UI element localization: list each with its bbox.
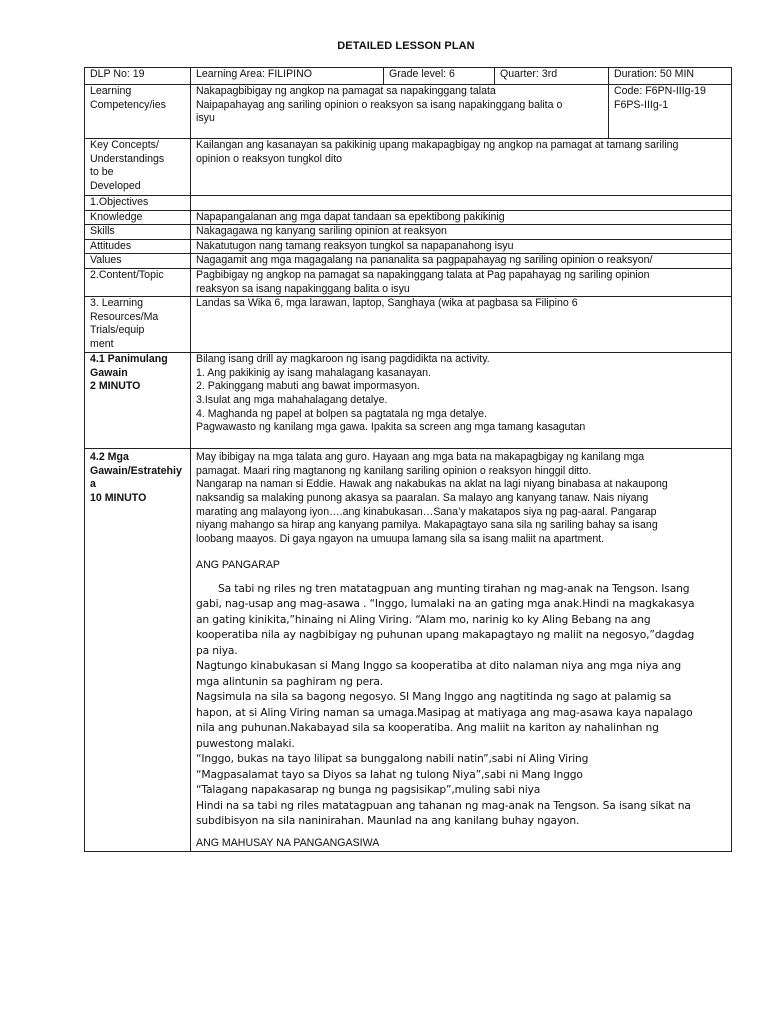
- intro-line: loobang maayos. Di gaya ngayon na umuupa lamang sila sa isang maliit na apartment.: [196, 532, 605, 545]
- attitudes-label: Attitudes: [85, 239, 191, 254]
- content-label: 2.Content/Topic: [85, 268, 191, 296]
- dlp-number: DLP No: 19: [85, 68, 191, 85]
- knowledge-text: Napapangalanan ang mga dapat tandaan sa epektibong pakikinig: [191, 210, 732, 225]
- learning-area: Learning Area: FILIPINO: [191, 68, 384, 85]
- competency-code: Code: F6PN-IIIg-19 F6PS-IIIg-1: [609, 85, 732, 139]
- competency-text: Nakapagbibigay ng angkop na pamagat sa napakinggang talata Naipapahayag ang sariling opinion o reaksyon sa isang napakinggang balita o isyu: [191, 85, 609, 139]
- values-label: Values: [85, 254, 191, 269]
- intro-line: niyang mahango sa hirap ang kanyang pamilya. Makapagtayo sana sila ng sariling bahay sa isang: [196, 519, 658, 532]
- skills-label: Skills: [85, 225, 191, 240]
- resources-row: [85, 297, 732, 353]
- competency-row: [85, 85, 732, 139]
- skills-text: Nakagagawa ng kanyang sariling opinion at reaksyon: [191, 225, 732, 240]
- intro-line: Nangarap na naman si Eddie. Hawak ang nakabukas na aklat na lagi niyang binabasa at nakaupong: [196, 478, 668, 491]
- resources-label: 3. Learning Resources/Ma Trials/equip ment: [85, 297, 191, 353]
- content-row: [85, 268, 732, 296]
- objectives-label: 1.Objectives: [85, 196, 191, 211]
- attitudes-row: [85, 239, 732, 254]
- skills-row: [85, 225, 732, 240]
- panimulang-text: Bilang isang drill ay magkaroon ng isang pagdidikta na activity. 1. Ang pakikinig ay isang mahalagang kasanayan. 2. Pakinggang mabuti ang bawat impormasyon. 3.Isulat ang mga mahahalagang detalye. 4. Maghanda ng papel at bolpen sa pagtatala ng mga detalye. Pagwawasto ng kanilang mga gawa. Ipakita sa screen ang mga tamang kasagutan: [191, 353, 732, 449]
- story-text: Sa tabi ng riles ng tren matatagpuan ang munting tirahan ng mag-anak na Tengson. Isang gabi, nag-usap ang mag-asawa . “Inggo, lumalaki na an gating mga anak.Hindi na magkakasya an gating kinikita,”hinaing ni Aling Viring. “Alam mo, narinig ko ky Aling Bebang na ang kooperatiba nila ay nagbibigay ng puhunan upang makapagtayo ng maliit na negosyo,”dagdag pa niya. Nagtungo kinabukasan si Mang Inggo sa kooperatiba at dito nalaman niya ang mga niya ang mga alintunin sa paghiram ng pera. Nagsimula na sila sa bagong negosyo. SI Mang Inggo ang nagtitinda ng sago at palamig sa hapon, at si Aling Viring naman sa umaga.Masipag at matiyaga ang mag-asawa kaya napalago nila ang puhunan.Nakabayad sila sa kooperatiba. Ang maliit na kariton ay nahalinhan ng puwestong malaki. “Inggo, bukas na tayo lilipat sa bunggalong nabili natin”,sabi ni Aling Viring “Magpasalamat tayo sa Diyos sa lahat ng tulong Niya”,sabi ni Mang Inggo “Talagang napakasarap ng bunga ng pagsisikap”,muling sabi niya Hindi na sa tabi ng riles matatagpuan ang tahanan ng mag-anak na Tengson. Sa isang sikat na subdibisyon na sila naninirahan. Maunlad na ang kanilang buhay ngayon.: [196, 581, 695, 828]
- next-story-title: ANG MAHUSAY NA PANGANGASIWA: [196, 836, 380, 849]
- knowledge-label: Knowledge: [85, 210, 191, 225]
- objectives-row: [85, 196, 732, 211]
- intro-line: naksandig sa malaking punong akasya sa paaralan. Sa malayo ang kanyang tanaw. Nais niyang: [196, 491, 649, 504]
- intro-line: marating ang malayong iyon….ang kinabukasan…Sana’y makatapos siya ng pag-aaral. Pangarap: [196, 505, 657, 518]
- key-concepts-row: [85, 139, 732, 196]
- page-title: DETAILED LESSON PLAN: [337, 40, 475, 52]
- duration: Duration: 50 MIN: [609, 68, 732, 85]
- intro-line: May ibibigay na mga talata ang guro. Hayaan ang mga bata na makapagbigay ng kanilang mga: [196, 451, 645, 464]
- key-concepts-text: Kailangan ang kasanayan sa pakikinig upang makapagbigay ng angkop na pamagat at tamang sariling opinion o reaksyon tungkol dito: [191, 139, 732, 196]
- grade-level: Grade level: 6: [384, 68, 495, 85]
- lesson-plan-table: [84, 67, 732, 852]
- resources-text: Landas sa Wika 6, mga larawan, laptop, Sanghaya (wika at pagbasa sa Filipino 6: [191, 297, 732, 353]
- attitudes-text: Nakatutugon nang tamang reaksyon tungkol sa napapanahong isyu: [191, 239, 732, 254]
- knowledge-row: [85, 210, 732, 225]
- values-row: [85, 254, 732, 269]
- header-row: [85, 68, 732, 85]
- gawain-text: [191, 449, 732, 851]
- gawain-label: 4.2 Mga Gawain/Estratehiy a 10 MINUTO: [85, 449, 191, 851]
- panimulang-row: [85, 353, 732, 449]
- key-concepts-label: Key Concepts/ Understandings to be Developed: [85, 139, 191, 196]
- values-text: Nagagamit ang mga magagalang na pananalita sa pagpapahayag ng sariling opinion o reaksyon/: [191, 254, 732, 269]
- gawain-row: [85, 449, 732, 851]
- panimulang-label: 4.1 Panimulang Gawain 2 MINUTO: [85, 353, 191, 449]
- competency-label: Learning Competency/ies: [85, 85, 191, 139]
- intro-line: pamagat. Maari ring magtanong ng kanilang sariling opinion o reaksyon hinggil ditto.: [196, 464, 592, 477]
- content-text: Pagbibigay ng angkop na pamagat sa napakinggang talata at Pag papahayag ng sariling opinion reaksyon sa isang napakinggang balita o isyu: [191, 268, 732, 296]
- story-title: ANG PANGARAP: [196, 559, 280, 572]
- quarter: Quarter: 3rd: [495, 68, 609, 85]
